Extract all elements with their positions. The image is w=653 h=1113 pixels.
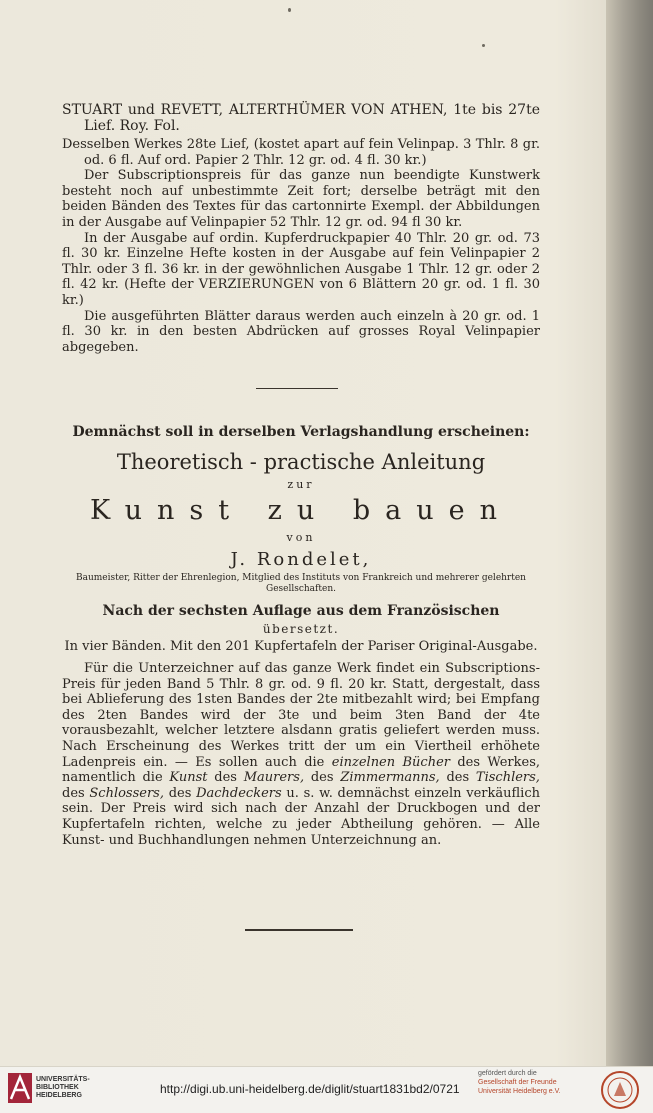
- stuart-revett-advert: [62, 102, 540, 355]
- subscription-paragraph: Für die Unterzeichner auf das ganze Werk findet ein Subscriptions-Preis für jeden Band 5 Thlr. 8 gr. od. 9 fl. 20 kr. Statt, dergestalt, dass bei Ablieferung des 1sten Bandes der 2te mitbezahlt wird; bei Empfang des 2ten Bandes wird der 3te und beim 3ten Band der 4te vorausbezahlt, welcher letztere alsdann gratis geliefert werden muss. Nach Erscheinung des Werkes tritt der um ein Viertheil erhöhete Ladenpreis ein. — Es sollen auch die einzelnen Bücher des Werkes, namentlich die Kunst des Maurers, des Zimmermanns, des Tischlers, des Schlossers, des Dachdeckers u. s. w. demnächst einzeln verkäuflich sein. Der Preis wird sich nach der Anzahl der Druckbogen und der Kupfertafeln richten, welche zu jeder Abtheilung gehören. — Alle Kunst- und Buchhandlungen nehmen Unterzeichnung an.: [62, 660, 540, 848]
- closing-divider: [245, 929, 353, 931]
- section-divider: [256, 388, 338, 389]
- edition-note: Nach der sechsten Auflage aus dem Französischen: [102, 602, 500, 619]
- library-name: UNIVERSITÄTS- BIBLIOTHEK HEIDELBERG: [36, 1076, 90, 1099]
- advert-paragraph-1: Desselben Werkes 28te Lief, (kostet apart auf fein Velinpap. 3 Thlr. 8 gr. od. 6 fl. Auf ord. Papier 2 Thlr. 12 gr. od. 4 fl. 30 kr.): [62, 137, 540, 168]
- title-connector: zur: [287, 477, 315, 491]
- print-speck: [288, 8, 291, 12]
- viewer-footer: [0, 1066, 653, 1113]
- book-title: Theoretisch - practische Anleitung: [116, 449, 486, 474]
- book-subtitle: Kunst zu bauen: [90, 495, 512, 527]
- advert-paragraph-3: In der Ausgabe auf ordin. Kupferdruckpapier 40 Thlr. 20 gr. od. 73 fl. 30 kr. Einzelne Hefte kosten in der Ausgabe auf fein Velinpapier 2 Thlr. oder 3 fl. 36 kr. in der gewöhnlichen Ausgabe 1 Thlr. 12 gr. oder 2 fl. 42 kr. (Hefte der VERZIERUNGEN von 6 Blättern 20 gr. od. 1 fl. 30 kr.): [62, 230, 540, 308]
- library-emblem-icon: [8, 1073, 32, 1103]
- rondelet-advert: [62, 425, 540, 848]
- advert-title: STUART und REVETT, ALTERTHÜMER VON ATHEN, 1te bis 27te Lief. Roy. Fol.: [62, 102, 540, 134]
- library-logo[interactable]: [8, 1073, 90, 1103]
- volumes-note: In vier Bänden. Mit den 201 Kupfertafeln der Pariser Original-Ausgabe.: [64, 639, 538, 655]
- author-name: J. Rondelet,: [230, 548, 372, 570]
- advert-paragraph-4: Die ausgeführten Blätter daraus werden auch einzeln à 20 gr. od. 1 fl. 30 kr. in den besten Abdrücken auf grosses Royal Velinpapier abgegeben.: [62, 308, 540, 355]
- university-seal-icon: [600, 1070, 640, 1110]
- advert-paragraph-2: Der Subscriptionspreis für das ganze nun beendigte Kunstwerk besteht noch auf unbestimmte Zeit fort; derselbe beträgt mit den beiden Bänden des Textes für das cartonnirte Exempl. der Abbildungen in der Ausgabe auf Velinpapier 52 Thlr. 12 gr. od. 94 fl 30 kr.: [62, 168, 540, 230]
- sponsor-notice: gefördert durch die Gesellschaft der Freunde Universität Heidelberg e.V.: [478, 1070, 561, 1095]
- announcement-heading: Demnächst soll in derselben Verlagshandlung erscheinen:: [72, 424, 530, 440]
- permalink-url[interactable]: http://digi.ub.uni-heidelberg.de/diglit/stuart1831bd2/0721: [160, 1082, 460, 1096]
- author-connector: von: [286, 531, 316, 545]
- translation-note: übersetzt.: [262, 621, 340, 636]
- author-description: Baumeister, Ritter der Ehrenlegion, Mitglied des Instituts von Frankreich und mehrerer gelehrten Gesellschaften.: [76, 572, 526, 594]
- print-speck: [482, 44, 485, 47]
- page-edge-shadow: [606, 0, 653, 1066]
